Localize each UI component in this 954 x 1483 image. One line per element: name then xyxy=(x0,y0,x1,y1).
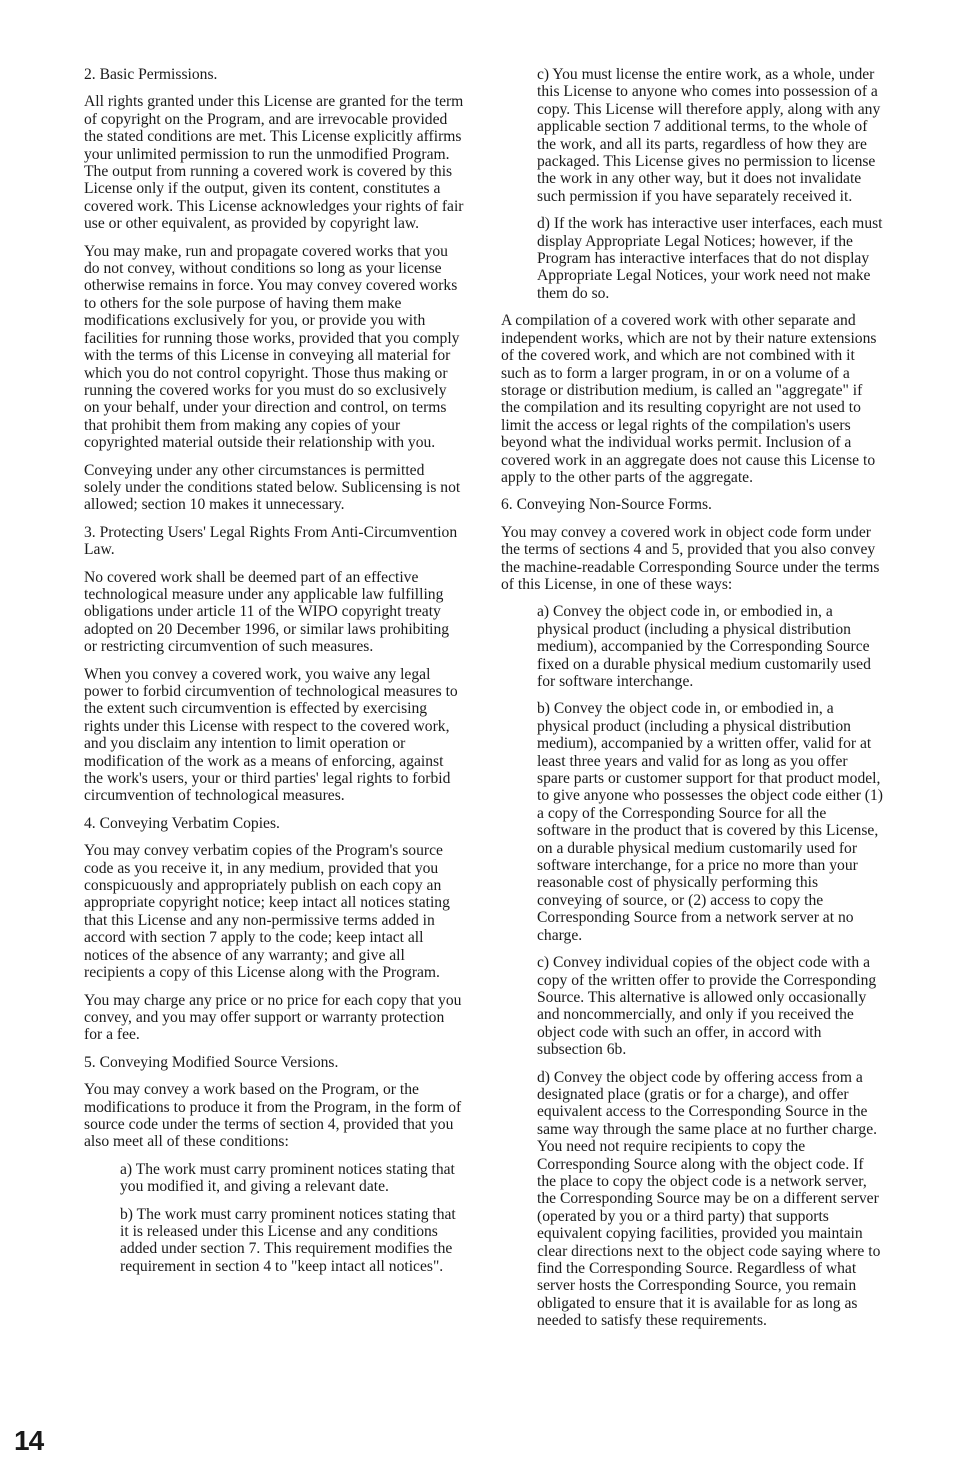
indented-paragraph: d) If the work has interactive user interfaces, each must display Appropriate Legal Notices; however, if the Program has interactive interfaces that do not display Appropriate Legal Notices, your work need not make them do so. xyxy=(537,215,883,302)
paragraph: A compilation of a covered work with other separate and independent works, which are not by their nature extensions of the covered work, and which are not combined with it such as to form a larger program, in or on a volume of a storage or distribution medium, is called an "aggregate" if the compilation and its resulting copyright are not used to limit the access or legal rights of the compilation's users beyond what the individual works permit. Inclusion of a covered work in an aggregate does not cause this License to apply to the other parts of the aggregate. xyxy=(501,312,877,486)
paragraph: 4. Conveying Verbatim Copies. xyxy=(84,814,280,832)
indented-paragraph: a) The work must carry prominent notices stating that you modified it, and giving a relevant date. xyxy=(120,1160,455,1196)
paragraph: Conveying under any other circumstances is permitted solely under the conditions stated below. Sublicensing is not allowed; section 10 makes it unnecessary. xyxy=(84,461,461,514)
indented-paragraph: c) You must license the entire work, as a whole, under this License to anyone who comes into possession of a copy. This License will therefore apply, along with any applicable section 7 additional terms, to the whole of the work, and all its parts, regardless of how they are packaged. This License gives no permission to license the work in any other way, but it does not invalidate such permission if you have separately received it. xyxy=(537,66,881,205)
paragraph: No covered work shall be deemed part of an effective technological measure under any applicable law fulfilling obligations under article 11 of the WIPO copyright treaty adopted on 20 December 1996, or similar laws prohibiting or restricting circumvention of such measures. xyxy=(84,568,450,656)
paragraph: You may convey verbatim copies of the Program's source code as you receive it, in any medium, provided that you conspicuously and appropriately publish on each copy an appropriate copyright notice; keep intact all notices stating that this License and any non-permissive terms added in accord with section 7 apply to the code; keep intact all notices of the absence of any warranty; and give all recipients a copy of this License along with the Program. xyxy=(84,842,450,982)
paragraph: 5. Conveying Modified Source Versions. xyxy=(84,1053,339,1071)
paragraph: 6. Conveying Non-Source Forms. xyxy=(501,496,712,514)
paragraph: 3. Protecting Users' Legal Rights From Anti-Circumvention Law. xyxy=(84,523,458,559)
left-column xyxy=(84,66,464,1285)
indented-paragraph: b) Convey the object code in, or embodied in, a physical product (including a physical distribution medium), accompanied by a written offer, valid for at least three years and valid for as long as you offer spare parts or customer support for that product model, to give anyone who possesses the object code either (1) a copy of the Corresponding Source for all the software in the product that is covered by this License, on a durable physical medium customarily used for software interchange, for a price no more than your reasonable cost of physically performing this conveying of source, or (2) access to copy the Corresponding Source from a network server at no charge. xyxy=(537,700,883,944)
right-column xyxy=(501,66,883,1340)
paragraph: You may charge any price or no price for each copy that you convey, and you may offer support or warranty protection for a fee. xyxy=(84,991,462,1044)
page-number: 14 xyxy=(14,1425,44,1456)
paragraph: You may convey a covered work in object code form under the terms of sections 4 and 5, provided that you also convey the machine-readable Corresponding Source under the terms of this License, in one of these ways: xyxy=(501,523,880,593)
paragraph: You may make, run and propagate covered works that you do not convey, without conditions so long as your license otherwise remains in force. You may convey covered works to others for the sole purpose of having them make modifications exclusively for you, or provide you with facilities for running those works, provided that you comply with the terms of this License in conveying all material for which you do not control copyright. Those thus making or running the covered works for you must do so exclusively on your behalf, under your direction and control, on terms that prohibit them from making any copies of your copyrighted material outside their relationship with you. xyxy=(84,242,460,452)
indented-paragraph: d) Convey the object code by offering access from a designated place (gratis or for a charge), and offer equivalent access to the Corresponding Source in the same way through the same place at no further charge. You need not require recipients to copy the Corresponding Source along with the object code. If the place to copy the object code is a network server, the Corresponding Source may be on a different server (operated by you or a third party) that supports equivalent copying facilities, provided you maintain clear directions next to the object code saying where to find the Corresponding Source. Regardless of what server hosts the Corresponding Source, you remain obligated to ensure that it is available for as long as needed to satisfy these requirements. xyxy=(537,1068,881,1330)
paragraph: All rights granted under this License are granted for the term of copyright on the Program, and are irrevocable provided the stated conditions are met. This License explicitly affirms your unlimited permission to run the unmodified Program. The output from running a covered work is covered by this License only if the output, given its content, constitutes a covered work. This License acknowledges your rights of fair use or other equivalent, as provided by copyright law. xyxy=(84,93,464,233)
paragraph: You may convey a work based on the Program, or the modifications to produce it from the Program, in the form of source code under the terms of section 4, provided that you also meet all of these conditions: xyxy=(84,1081,462,1151)
paragraph: 2. Basic Permissions. xyxy=(84,66,218,83)
paragraph: When you convey a covered work, you waive any legal power to forbid circumvention of technological measures to the extent such circumvention is effected by exercising rights under this License with respect to the covered work, and you disclaim any intention to limit operation or modification of the work as a means of enforcing, against the work's users, your or third parties' legal rights to forbid circumvention of technological measures. xyxy=(84,665,458,805)
indented-paragraph: b) The work must carry prominent notices stating that it is released under this License and any conditions added under section 7. This requirement modifies the requirement in section 4 to "keep intact all notices". xyxy=(120,1205,456,1275)
indented-paragraph: a) Convey the object code in, or embodied in, a physical product (including a physical distribution medium), accompanied by the Corresponding Source fixed on a durable physical medium customarily used for software interchange. xyxy=(537,603,871,690)
indented-paragraph: c) Convey individual copies of the object code with a copy of the written offer to provide the Corresponding Source. This alternative is allowed only occasionally and noncommercially, and only if you received the object code with such an offer, in accord with subsection 6b. xyxy=(537,954,877,1059)
